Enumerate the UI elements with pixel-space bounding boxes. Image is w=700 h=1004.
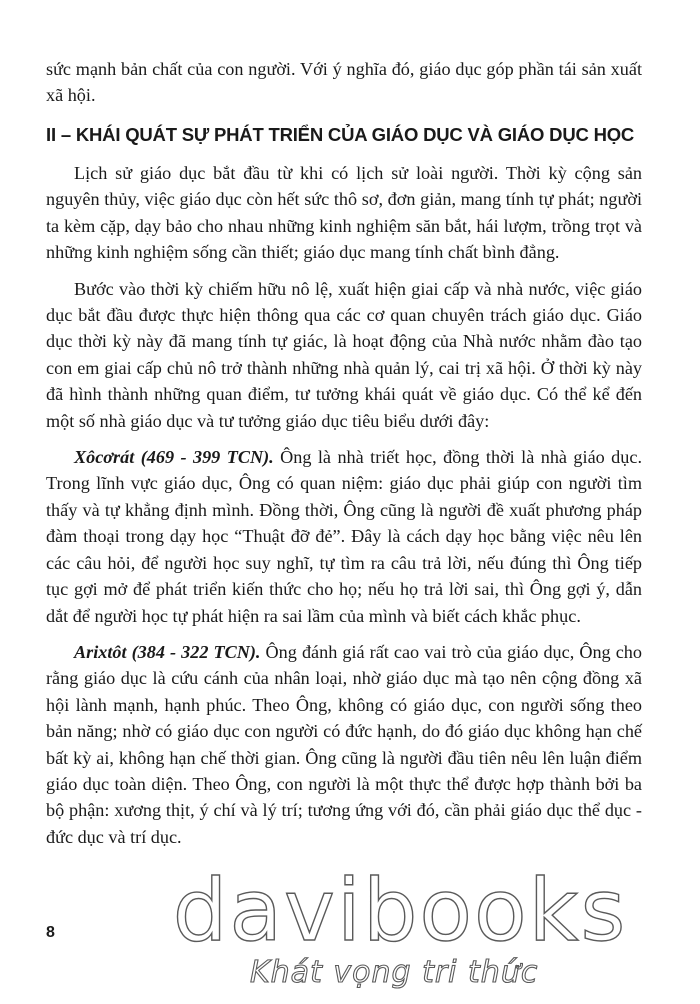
section-heading: II – KHÁI QUÁT SỰ PHÁT TRIỂN CỦA GIÁO DỤC VÀ GIÁO DỤC HỌC [46,124,635,145]
socrates-name: Xôcơrát (469 - 399 TCN). [74,447,274,468]
paragraph-prehistoric: Lịch sử giáo dục bắt đầu từ khi có lịch sử loài người. Thời kỳ cộng sản nguyên thủy, việc giáo dục còn hết sức thô sơ, đơn giản, mang tính tự phát; người ta kèm cặp, dạy bảo cho nhau những kinh nghiệm săn bắt, hái lượm, trồng trọt và những kinh nghiệm sống cần thiết; giáo dục mang tính chất bình đẳng. [46,163,642,263]
aristotle-name: Arixtôt (384 - 322 TCN). [74,641,261,662]
body-text [46,160,642,850]
watermark-logo: davibooks [172,861,628,961]
watermark-slogan: Khát vọng tri thức [250,955,539,990]
aristotle-text: Ông đánh giá rất cao vai trò của giáo dục, Ông cho rằng giáo dục là cứu cánh của nhân loại, nhờ giáo dục mà tạo nên cộng đồng xã hội lành mạnh, hạnh phúc. Theo Ông, không có giáo dục, con người sống theo bản năng; nhờ có giáo dục con người có đức hạnh, do đó giáo dục không hạn chế bất kỳ ai, không hạn chế thời gian. Ông cũng là người đầu tiên nêu lên luận điểm giáo dục toàn diện. Theo Ông, con người là một thực thể được hợp thành bởi ba bộ phận: xương thịt, ý chí và lý trí; tương ứng với đó, cần phải giáo dục thể dục - đức dục và trí dục. [46,641,642,847]
socrates-text: Ông là nhà triết học, đồng thời là nhà giáo dục. Trong lĩnh vực giáo dục, Ông có quan niệm: giáo dục phải giúp con người tìm thấy và tự khẳng định mình. Đồng thời, Ông cũng là người đề xuất phương pháp đàm thoại trong dạy học “Thuật đỡ đẻ”. Đây là cách dạy học bằng việc nêu lên các câu hỏi, để người học suy nghĩ, tự tìm ra câu trả lời, nếu đúng thì Ông tiếp tục gợi mở để phát triển kiến thức cho họ; nếu họ trả lời sai, thì Ông gợi ý, dẫn dắt để người học tự phát hiện ra sai lầm của mình và biết cách khắc phục. [46,447,642,626]
paragraph-socrates [46,444,642,629]
page-number: 8 [46,924,55,941]
paragraph-continued [46,56,642,109]
paragraph-aristotle [46,639,642,850]
paragraph-slavery-era: Bước vào thời kỳ chiếm hữu nô lệ, xuất hiện giai cấp và nhà nước, việc giáo dục bắt đầu được thực hiện thông qua các cơ quan chuyên trách giáo dục. Giáo dục thời kỳ này đã mang tính tự giác, là hoạt động của Nhà nước nhằm đào tạo con em giai cấp chủ nô trở thành những nhà quản lý, cai trị xã hội. Ở thời kỳ này đã hình thành những quan điểm, tư tưởng khái quát về giáo dục. Có thể kể đến một số nhà giáo dục và tư tưởng giáo dục tiêu biểu dưới đây: [46,278,642,431]
paragraph-text: sức mạnh bản chất của con người. Với ý nghĩa đó, giáo dục góp phần tái sản xuất xã hội. [46,59,642,106]
